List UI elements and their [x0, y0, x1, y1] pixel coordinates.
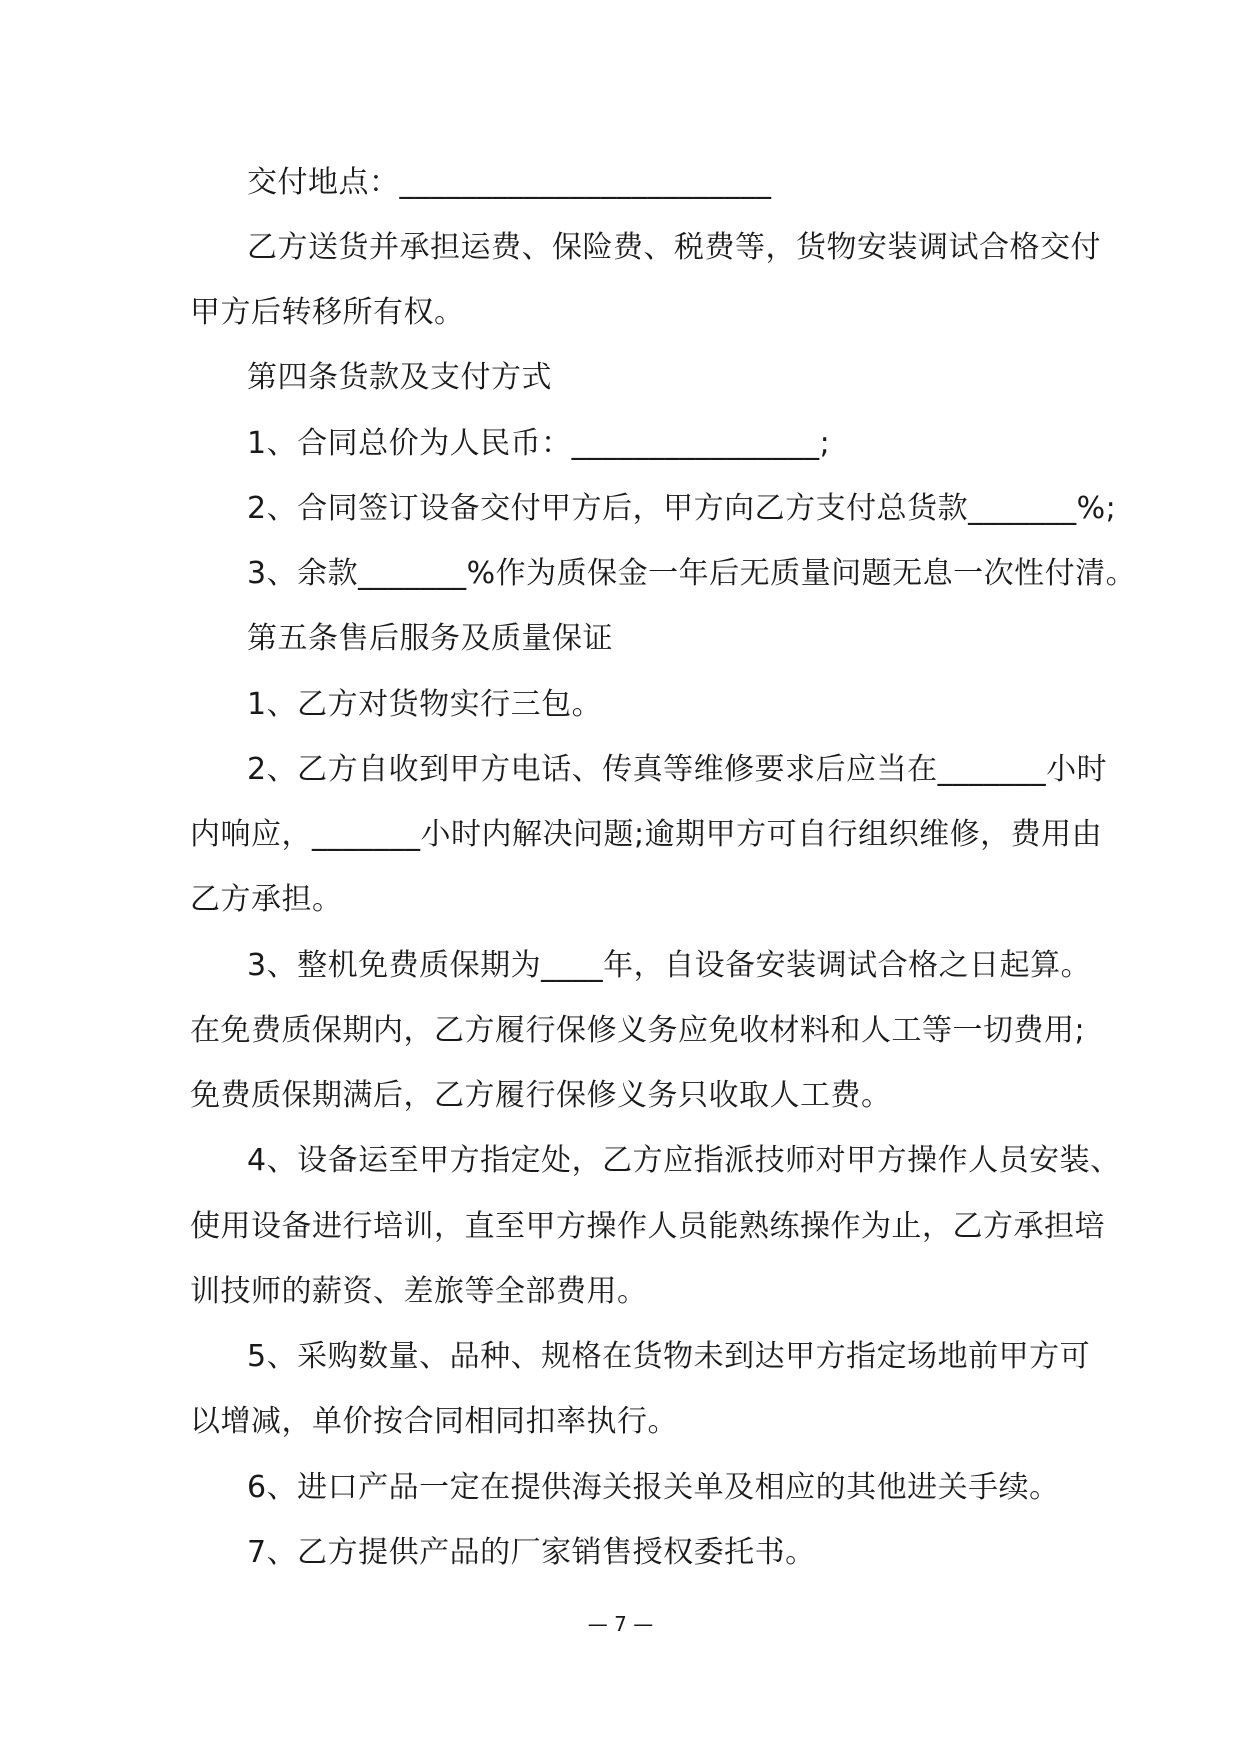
- list-item: 2、乙方自收到甲方电话、传真等维修要求后应当在_______小时: [247, 752, 1108, 787]
- list-item: 5、采购数量、品种、规格在货物未到达甲方指定场地前甲方可: [247, 1339, 1091, 1374]
- list-item: 4、设备运至甲方指定处，乙方应指派技师对甲方操作人员安装、: [247, 1143, 1121, 1178]
- paragraph-line: 以增减，单价按合同相同扣率执行。: [190, 1404, 678, 1439]
- list-item: 7、乙方提供产品的厂家销售授权委托书。: [247, 1535, 816, 1570]
- list-item: 3、整机免费质保期为____年，自设备安装调试合格之日起算。: [247, 948, 1092, 983]
- list-item: 2、合同签订设备交付甲方后，甲方向乙方支付总货款_______%;: [247, 491, 1117, 526]
- paragraph-line: 甲方后转移所有权。: [190, 295, 465, 330]
- list-item: 1、乙方对货物实行三包。: [247, 687, 603, 722]
- list-item: 6、进口产品一定在提供海关报关单及相应的其他进关手续。: [247, 1470, 1060, 1505]
- paragraph-line: 使用设备进行培训，直至甲方操作人员能熟练操作为止，乙方承担培: [190, 1209, 1105, 1244]
- paragraph-line: 乙方承担。: [190, 882, 343, 917]
- paragraph-line: 在免费质保期内，乙方履行保修义务应免收材料和人工等一切费用;: [190, 1013, 1086, 1048]
- section-heading-article-4: 第四条货款及支付方式: [247, 360, 552, 395]
- paragraph-line: 免费质保期满后，乙方履行保修义务只收取人工费。: [190, 1078, 892, 1113]
- list-item: 3、余款_______%作为质保金一年后无质量问题无息一次性付清。: [247, 556, 1137, 591]
- paragraph-line: 训技师的薪资、差旅等全部费用。: [190, 1274, 648, 1309]
- list-item: 1、合同总价为人民币：________________;: [247, 426, 831, 461]
- page-number: — 7 —: [587, 1612, 654, 1636]
- paragraph-line: 乙方送货并承担运费、保险费、税费等，货物安装调试合格交付: [247, 230, 1101, 265]
- section-heading-article-5: 第五条售后服务及质量保证: [247, 621, 613, 656]
- paragraph-line: 内响应，_______小时内解决问题;逾期甲方可自行组织维修，费用由: [190, 817, 1103, 852]
- delivery-location-line: 交付地点：________________________: [247, 165, 772, 200]
